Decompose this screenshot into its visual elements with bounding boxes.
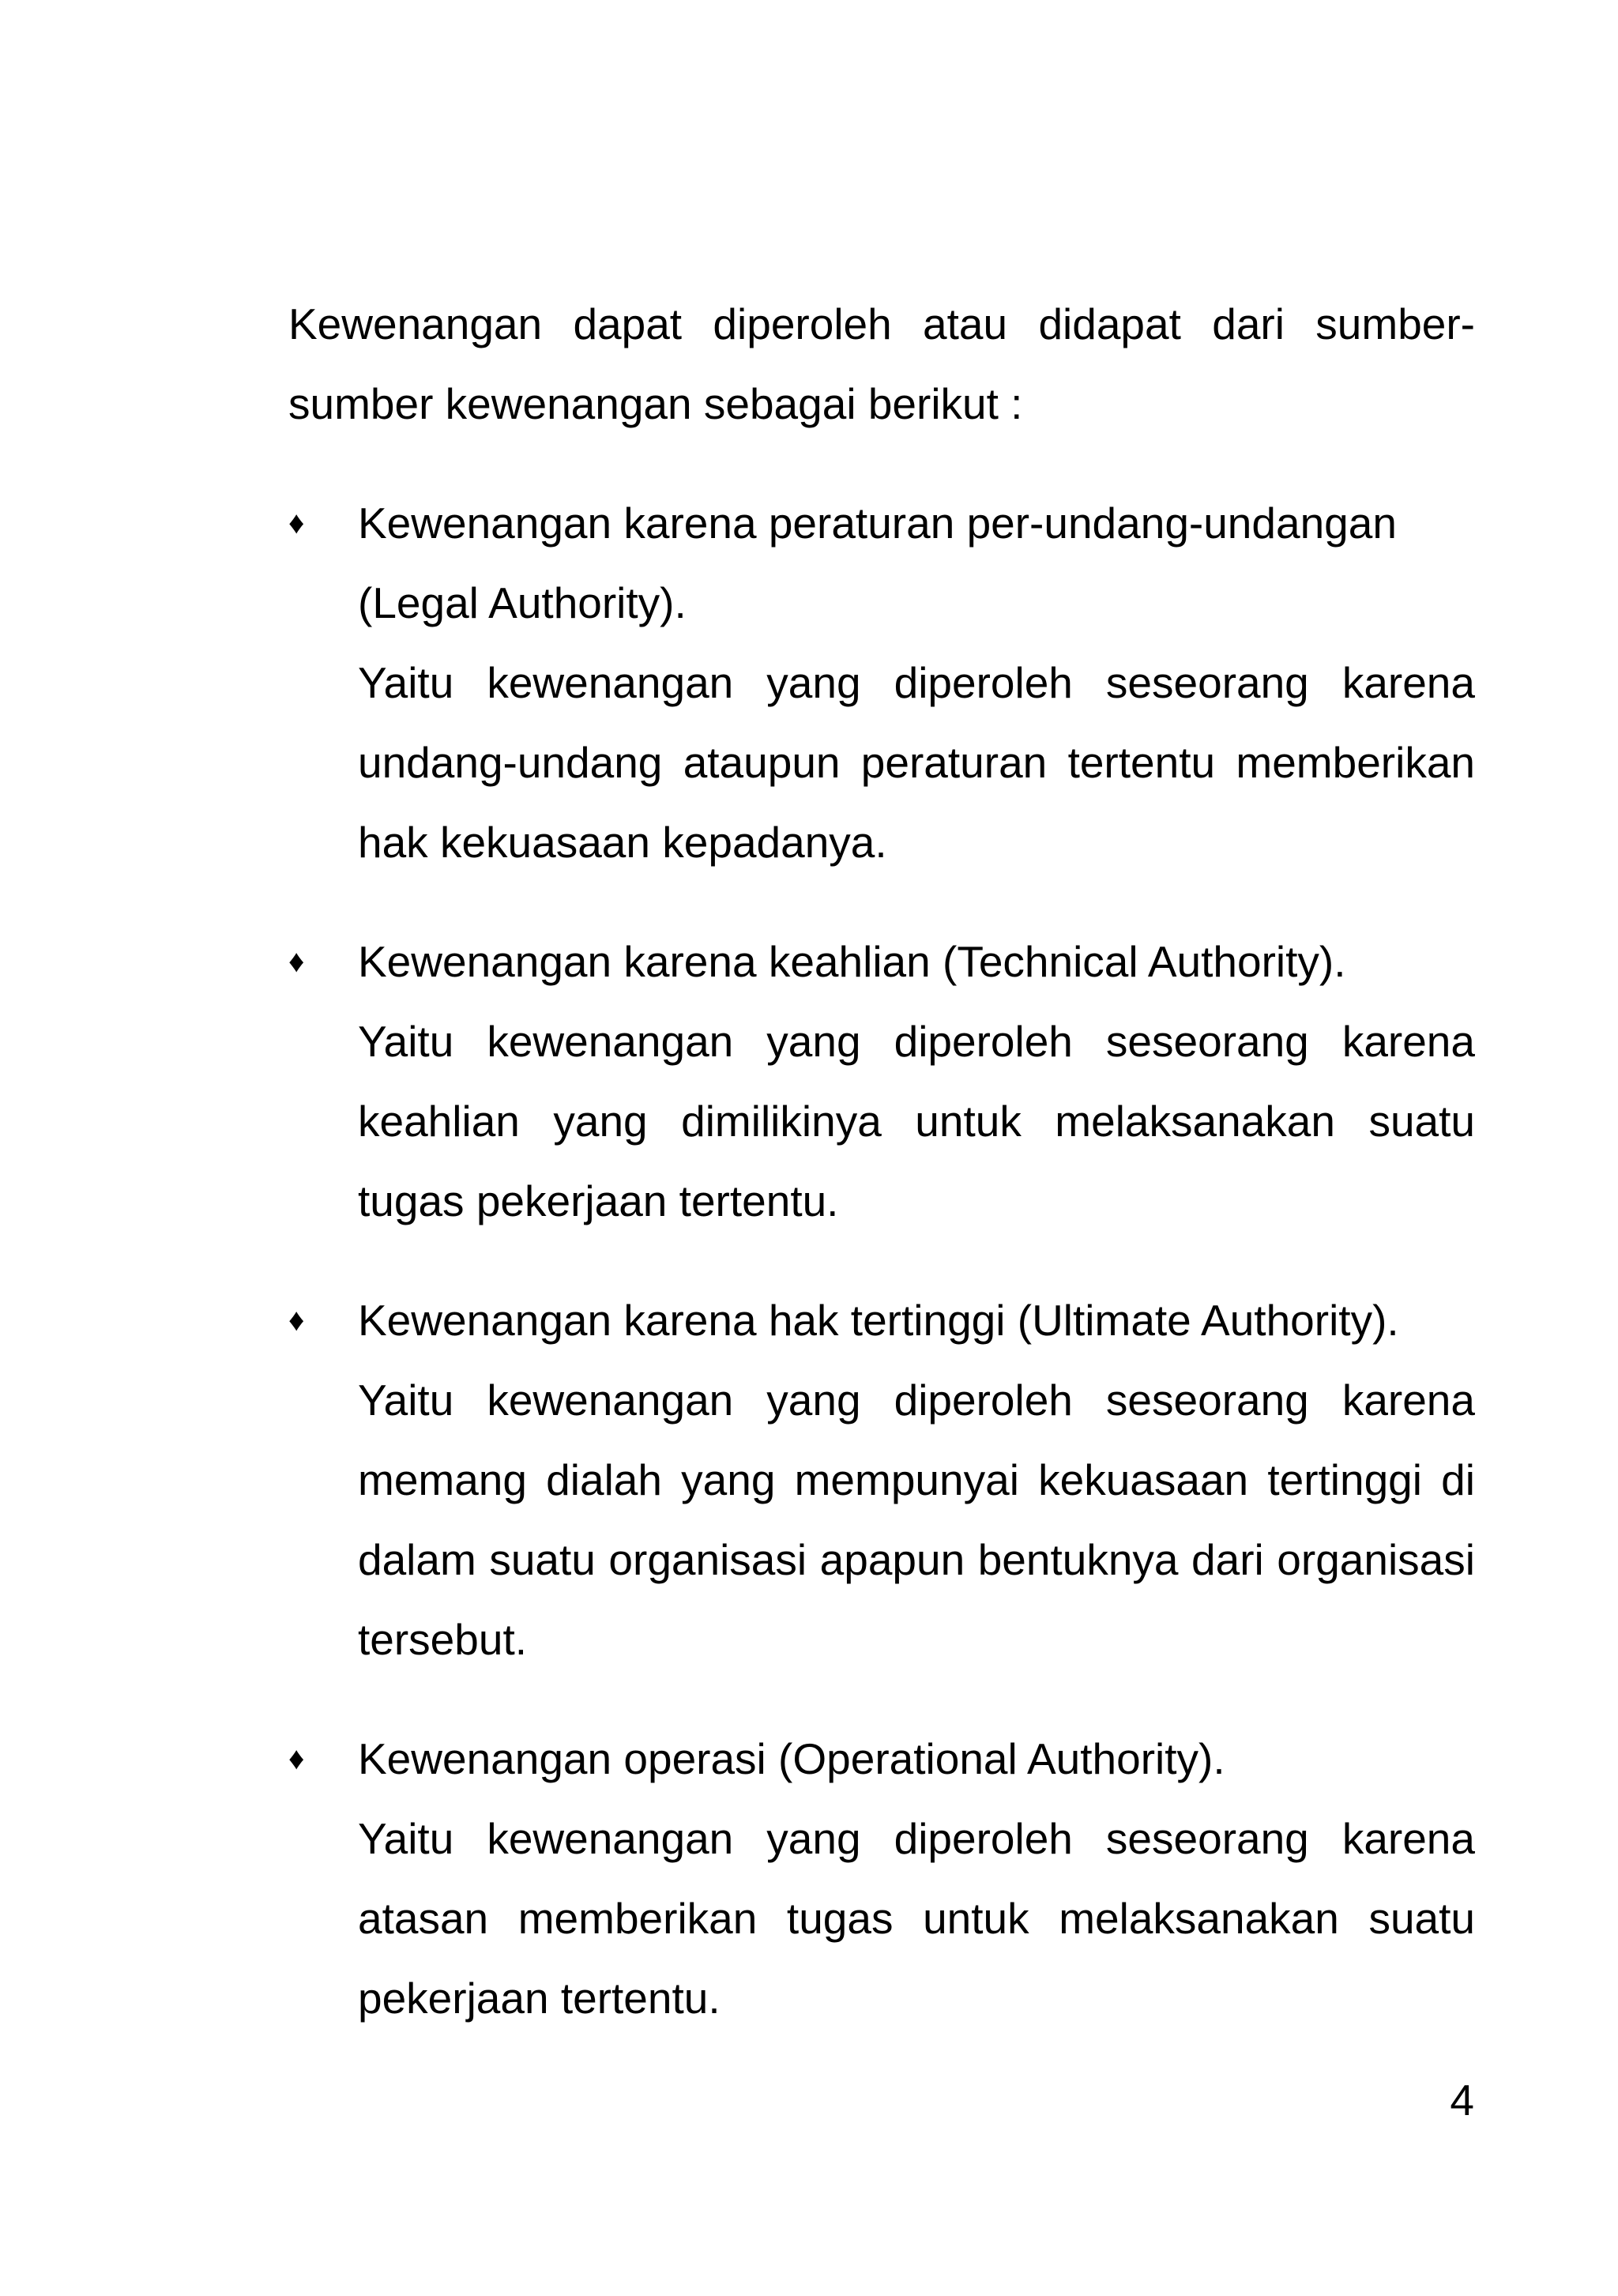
item-heading: Kewenangan karena keahlian (Technical Authority). <box>358 937 1346 986</box>
page-content <box>288 284 1475 2038</box>
item-description: Yaitu kewenangan yang diperoleh seseorang karena atasan memberikan tugas untuk melaksanakan suatu pekerjaan tertentu. <box>358 1814 1475 2023</box>
list-item <box>288 484 1475 883</box>
diamond-bullet-icon: ♦ <box>288 1303 305 1338</box>
list-item <box>288 922 1475 1241</box>
list-item <box>288 1281 1475 1680</box>
list-item <box>288 1719 1475 2038</box>
diamond-bullet-icon: ♦ <box>288 944 305 979</box>
item-heading: Kewenangan operasi (Operational Authority). <box>358 1734 1225 1783</box>
item-description: Yaitu kewenangan yang diperoleh seseorang karena undang-undang ataupun peraturan tertentu memberikan hak kekuasaan kepadanya. <box>358 658 1475 867</box>
item-heading: Kewenangan karena peraturan per-undang-undangan (Legal Authority). <box>358 499 1397 627</box>
item-description: Yaitu kewenangan yang diperoleh seseorang karena keahlian yang dimilikinya untuk melaksanakan suatu tugas pekerjaan tertentu. <box>358 1017 1475 1225</box>
item-description: Yaitu kewenangan yang diperoleh seseorang karena memang dialah yang mempunyai kekuasaan tertinggi di dalam suatu organisasi apapun bentuknya dari organisasi tersebut. <box>358 1376 1475 1664</box>
diamond-bullet-icon: ♦ <box>288 1741 305 1776</box>
diamond-bullet-icon: ♦ <box>288 506 305 540</box>
item-heading: Kewenangan karena hak tertinggi (Ultimate Authority). <box>358 1296 1399 1345</box>
page-number: 4 <box>1450 2076 1474 2125</box>
intro-paragraph: Kewenangan dapat diperoleh atau didapat dari sumber-sumber kewenangan sebagai berikut : <box>288 299 1475 428</box>
authority-sources-list <box>288 484 1475 2038</box>
